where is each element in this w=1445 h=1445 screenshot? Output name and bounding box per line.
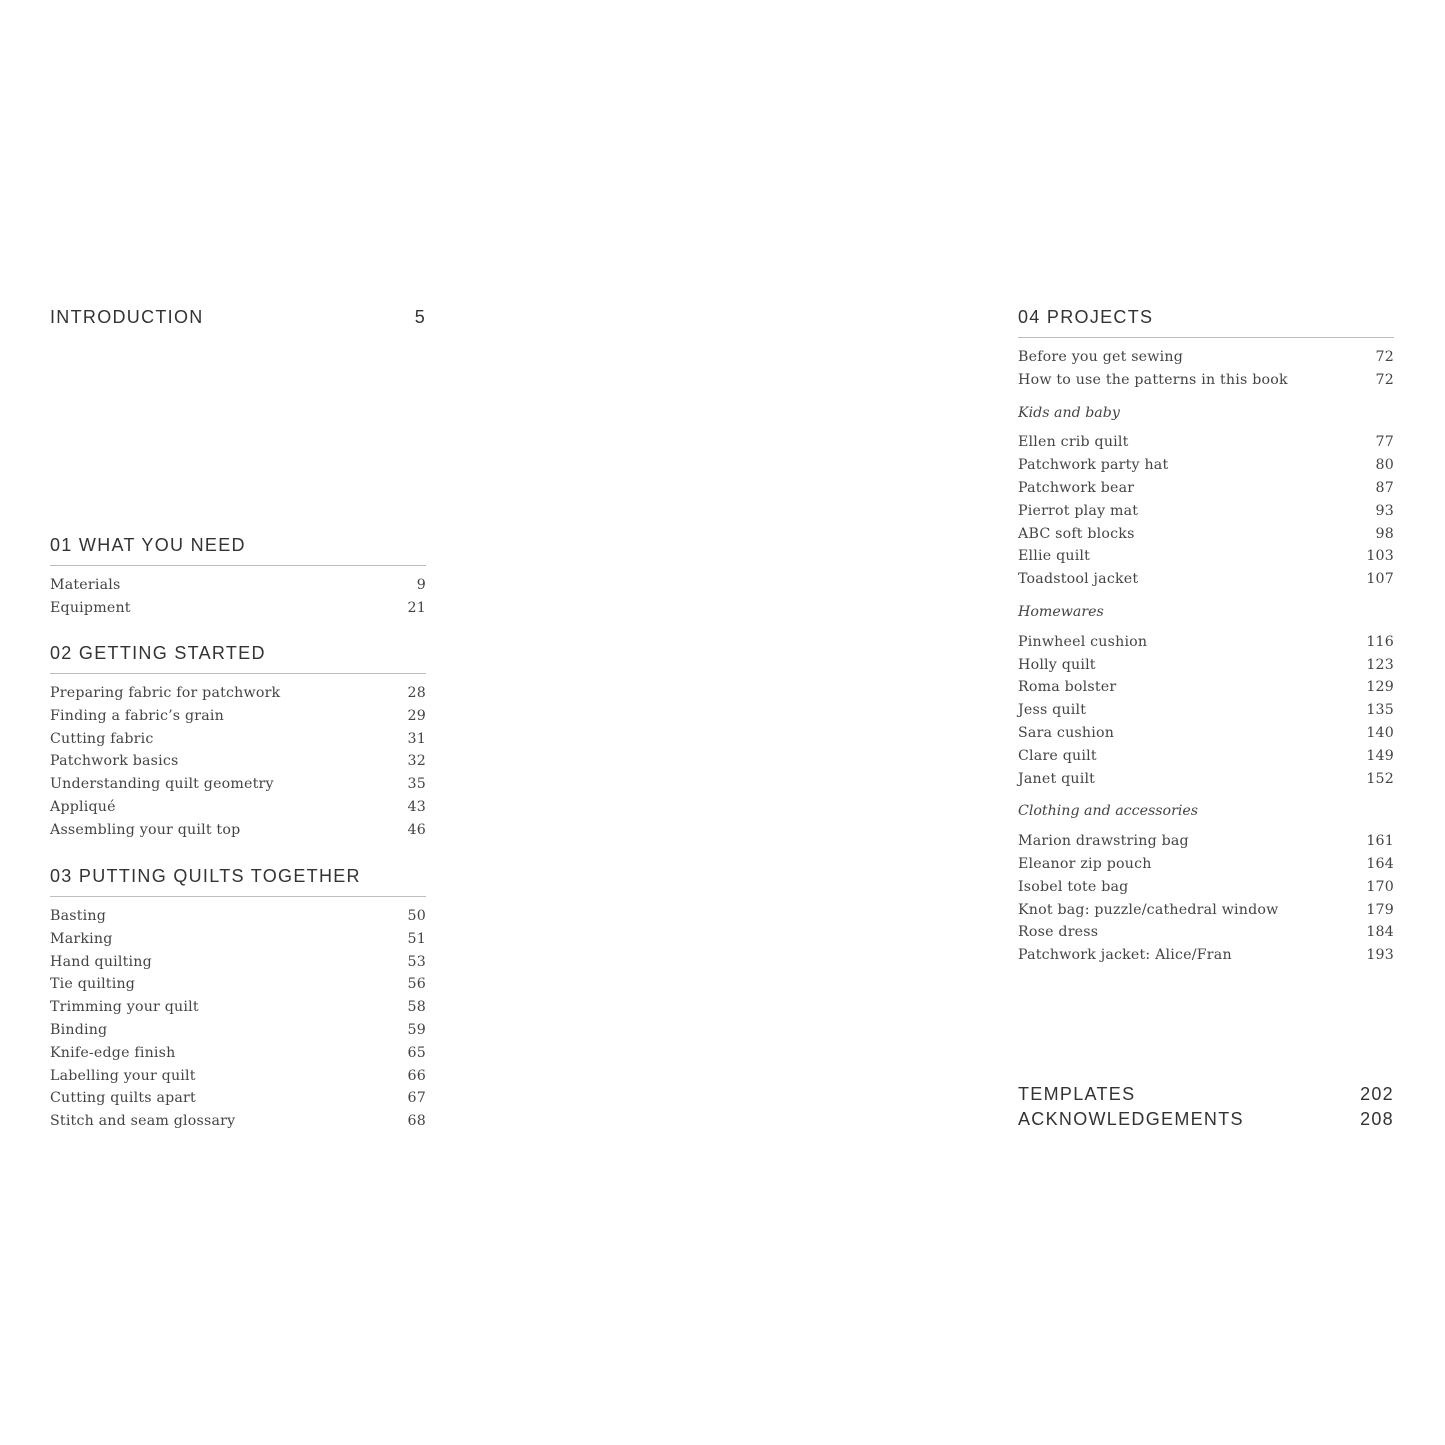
toc-entry[interactable] bbox=[1018, 722, 1394, 745]
entry-page: 80 bbox=[1375, 457, 1394, 474]
entry-page: 179 bbox=[1366, 901, 1394, 918]
entry-title: Patchwork bear bbox=[1018, 479, 1135, 496]
introduction-entry[interactable] bbox=[50, 306, 426, 328]
entry-page: 65 bbox=[407, 1044, 426, 1061]
toc-entry[interactable] bbox=[50, 973, 426, 996]
entry-page: 29 bbox=[407, 707, 426, 724]
entry-page: 202 bbox=[1360, 1084, 1394, 1104]
entry-title: Clare quilt bbox=[1018, 747, 1097, 764]
entry-title: Trimming your quilt bbox=[50, 999, 199, 1016]
toc-entry[interactable] bbox=[1018, 523, 1394, 546]
entry-page: 129 bbox=[1366, 679, 1394, 696]
entry-page: 46 bbox=[407, 821, 426, 838]
entry-title: Cutting fabric bbox=[50, 730, 154, 747]
entry-title: Janet quilt bbox=[1018, 770, 1096, 787]
toc-entry[interactable] bbox=[1018, 545, 1394, 568]
entry-page: 152 bbox=[1366, 770, 1394, 787]
entry-title: Tie quilting bbox=[50, 976, 136, 993]
toc-entry[interactable] bbox=[50, 773, 426, 796]
entry-page: 67 bbox=[407, 1090, 426, 1107]
toc-entry[interactable] bbox=[1018, 853, 1394, 876]
entry-page: 51 bbox=[407, 930, 426, 947]
section-heading[interactable] bbox=[1018, 306, 1394, 328]
section-heading[interactable] bbox=[50, 642, 426, 664]
toc-entry[interactable] bbox=[50, 819, 426, 842]
entry-title: Pinwheel cushion bbox=[1018, 633, 1148, 650]
entry-title: Labelling your quilt bbox=[50, 1067, 196, 1084]
entry-page: 170 bbox=[1366, 878, 1394, 895]
entry-page: 164 bbox=[1366, 855, 1394, 872]
section-title: 01 WHAT YOU NEED bbox=[50, 535, 246, 555]
entry-page: 68 bbox=[407, 1113, 426, 1130]
entry-page: 116 bbox=[1366, 633, 1394, 650]
entry-title: Stitch and seam glossary bbox=[50, 1113, 236, 1130]
entry-title: Knot bag: puzzle/cathedral window bbox=[1018, 901, 1279, 918]
entry-title: Cutting quilts apart bbox=[50, 1090, 196, 1107]
entry-page: 184 bbox=[1366, 924, 1394, 941]
toc-entry[interactable] bbox=[1018, 631, 1394, 654]
toc-entry[interactable] bbox=[1018, 369, 1394, 392]
toc-entry[interactable] bbox=[1018, 654, 1394, 677]
entry-title: Rose dress bbox=[1018, 924, 1099, 941]
entry-page: 161 bbox=[1366, 833, 1394, 850]
section-divider bbox=[50, 673, 426, 674]
entry-page: 123 bbox=[1366, 656, 1394, 673]
entry-page: 28 bbox=[407, 685, 426, 701]
section-title: 04 PROJECTS bbox=[1018, 307, 1154, 327]
entry-page: 31 bbox=[407, 730, 426, 747]
entry-page: 5 bbox=[414, 307, 426, 327]
toc-entry[interactable] bbox=[50, 682, 426, 705]
entry-page: 93 bbox=[1375, 502, 1394, 519]
toc-entry[interactable] bbox=[50, 1110, 426, 1133]
toc-entry[interactable] bbox=[1018, 899, 1394, 922]
entry-title: Patchwork basics bbox=[50, 753, 179, 770]
back-matter-entry[interactable] bbox=[1018, 1107, 1394, 1132]
toc-section bbox=[1018, 306, 1394, 967]
section-divider bbox=[50, 565, 426, 566]
entry-title: Appliqué bbox=[50, 798, 116, 815]
entry-title: Materials bbox=[50, 577, 121, 593]
toc-entry[interactable] bbox=[50, 1087, 426, 1110]
entry-title: How to use the patterns in this book bbox=[1018, 371, 1288, 388]
toc-entry[interactable] bbox=[1018, 944, 1394, 967]
toc-entry[interactable] bbox=[50, 1019, 426, 1042]
entry-title: Patchwork jacket: Alice/Fran bbox=[1018, 947, 1232, 964]
toc-entry[interactable] bbox=[1018, 699, 1394, 722]
entry-page: 149 bbox=[1366, 747, 1394, 764]
section-heading[interactable] bbox=[50, 865, 426, 887]
toc-entry[interactable] bbox=[50, 796, 426, 819]
toc-entry[interactable] bbox=[50, 728, 426, 751]
toc-entry[interactable] bbox=[1018, 676, 1394, 699]
section-divider bbox=[50, 896, 426, 897]
toc-entry[interactable] bbox=[1018, 830, 1394, 853]
section-divider bbox=[1018, 337, 1394, 338]
toc-entry[interactable] bbox=[1018, 500, 1394, 523]
entry-page: 32 bbox=[407, 753, 426, 770]
entry-title: Equipment bbox=[50, 599, 131, 616]
entry-title: Binding bbox=[50, 1021, 108, 1038]
entry-page: 59 bbox=[407, 1021, 426, 1038]
toc-entry[interactable] bbox=[1018, 454, 1394, 477]
entry-page: 72 bbox=[1375, 349, 1394, 365]
toc-entry[interactable] bbox=[1018, 768, 1394, 791]
entry-page: 56 bbox=[407, 976, 426, 993]
entry-title: Preparing fabric for patchwork bbox=[50, 685, 281, 701]
toc-section bbox=[50, 642, 426, 842]
entry-title: Marion drawstring bag bbox=[1018, 833, 1189, 850]
entry-title: Patchwork party hat bbox=[1018, 457, 1169, 474]
section-title: 03 PUTTING QUILTS TOGETHER bbox=[50, 866, 361, 886]
entry-title: Jess quilt bbox=[1018, 702, 1087, 719]
entry-page: 193 bbox=[1366, 947, 1394, 964]
entry-page: 103 bbox=[1366, 548, 1394, 565]
entry-title: Roma bolster bbox=[1018, 679, 1117, 696]
toc-entry[interactable] bbox=[50, 705, 426, 728]
entry-title: Before you get sewing bbox=[1018, 349, 1183, 365]
toc-entry[interactable] bbox=[1018, 921, 1394, 944]
entry-title: Isobel tote bag bbox=[1018, 878, 1129, 895]
toc-entry[interactable] bbox=[1018, 745, 1394, 768]
entry-page: 140 bbox=[1366, 724, 1394, 741]
entry-title: Assembling your quilt top bbox=[50, 821, 241, 838]
toc-entry[interactable] bbox=[1018, 568, 1394, 591]
entry-title: Finding a fabric’s grain bbox=[50, 707, 224, 724]
entry-page: 72 bbox=[1375, 371, 1394, 388]
entry-title: INTRODUCTION bbox=[50, 307, 204, 327]
toc-section bbox=[50, 534, 426, 620]
subsection-title: Kids and baby bbox=[1018, 404, 1120, 421]
entry-page: 208 bbox=[1360, 1109, 1394, 1129]
entry-page: 77 bbox=[1375, 434, 1394, 451]
entry-title: Ellen crib quilt bbox=[1018, 434, 1129, 451]
entry-title: Holly quilt bbox=[1018, 656, 1096, 673]
entry-page: 58 bbox=[407, 999, 426, 1016]
entry-title: Pierrot play mat bbox=[1018, 502, 1139, 519]
entry-page: 87 bbox=[1375, 479, 1394, 496]
entry-page: 107 bbox=[1366, 571, 1394, 588]
entry-title: Knife-edge finish bbox=[50, 1044, 176, 1061]
toc-introduction bbox=[50, 306, 426, 328]
toc-entry[interactable] bbox=[50, 750, 426, 773]
entry-page: 9 bbox=[416, 577, 426, 593]
entry-title: Hand quilting bbox=[50, 953, 152, 970]
entry-title: Marking bbox=[50, 930, 113, 947]
entry-page: 21 bbox=[407, 599, 426, 616]
toc-entry[interactable] bbox=[1018, 431, 1394, 454]
entry-title: Sara cushion bbox=[1018, 724, 1115, 741]
entry-page: 66 bbox=[407, 1067, 426, 1084]
toc-entry[interactable] bbox=[1018, 876, 1394, 899]
subsection-title: Homewares bbox=[1018, 603, 1104, 620]
toc-entry[interactable] bbox=[50, 597, 426, 620]
entry-page: 43 bbox=[407, 798, 426, 815]
toc-entry[interactable] bbox=[50, 1042, 426, 1065]
entry-title: Ellie quilt bbox=[1018, 548, 1091, 565]
toc-entry[interactable] bbox=[50, 905, 426, 928]
toc-entry[interactable] bbox=[50, 996, 426, 1019]
entry-title: ABC soft blocks bbox=[1018, 525, 1135, 542]
entry-title: Understanding quilt geometry bbox=[50, 776, 274, 793]
entry-page: 35 bbox=[407, 776, 426, 793]
entry-page: 135 bbox=[1366, 702, 1394, 719]
entry-title: ACKNOWLEDGEMENTS bbox=[1018, 1109, 1244, 1129]
toc-entry[interactable] bbox=[1018, 346, 1394, 369]
toc-entry[interactable] bbox=[50, 1065, 426, 1088]
entry-title: Basting bbox=[50, 908, 107, 924]
entry-page: 50 bbox=[407, 908, 426, 924]
section-title: 02 GETTING STARTED bbox=[50, 643, 266, 663]
entry-title: Toadstool jacket bbox=[1018, 571, 1139, 588]
toc-entry[interactable] bbox=[1018, 477, 1394, 500]
section-heading[interactable] bbox=[50, 534, 426, 556]
toc-entry[interactable] bbox=[50, 574, 426, 597]
toc-entry[interactable] bbox=[50, 928, 426, 951]
toc-section bbox=[50, 865, 426, 1133]
entry-title: Eleanor zip pouch bbox=[1018, 855, 1152, 872]
entry-title: TEMPLATES bbox=[1018, 1084, 1136, 1104]
toc-back-matter bbox=[1018, 1082, 1394, 1132]
entry-page: 98 bbox=[1375, 525, 1394, 542]
back-matter-entry[interactable] bbox=[1018, 1082, 1394, 1107]
toc-entry[interactable] bbox=[50, 951, 426, 974]
entry-page: 53 bbox=[407, 953, 426, 970]
subsection-title: Clothing and accessories bbox=[1018, 803, 1199, 820]
